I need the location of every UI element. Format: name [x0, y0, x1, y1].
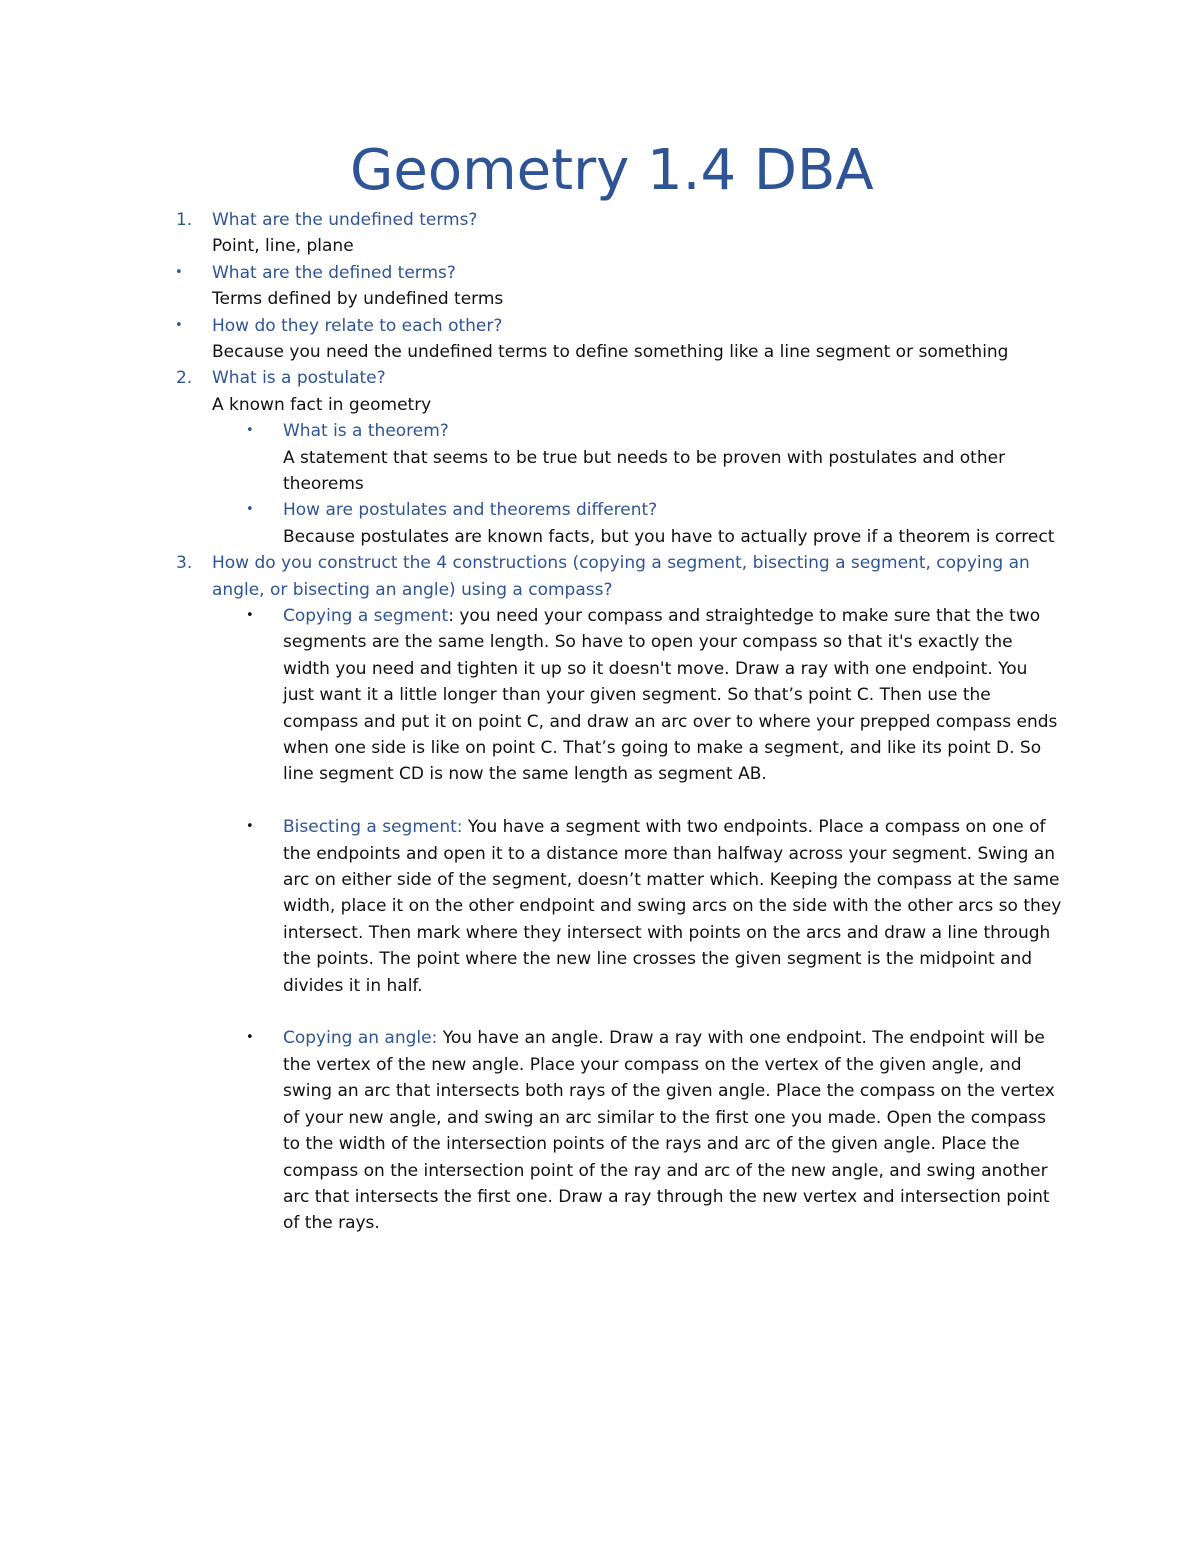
bullet-icon: • [175, 264, 183, 280]
answer-text: Because postulates are known facts, but you have to actually prove if a theorem is correct [283, 526, 1055, 547]
spacer [0, 999, 1200, 1025]
list-item-different [0, 497, 1200, 523]
question-text: How do they relate to each other? [212, 315, 503, 336]
answer-text: A known fact in geometry [212, 394, 432, 415]
construction-label: Bisecting a segment: [283, 817, 463, 838]
construction-paragraph [283, 1025, 1063, 1236]
bullet-icon: • [246, 423, 254, 439]
question-text: What is a theorem? [283, 421, 449, 442]
bullet-icon: • [175, 317, 183, 333]
question-text: What are the undefined terms? [212, 210, 478, 230]
list-number: 2. [176, 368, 193, 389]
construction-label: Copying an angle: [283, 1028, 438, 1049]
bullet-icon: • [246, 608, 254, 623]
list-number: 3. [176, 553, 193, 574]
list-item-relate [0, 313, 1200, 339]
question-text: What are the defined terms? [212, 262, 456, 283]
question-text: How do you construct the 4 constructions (copying a segment, bisecting a segment, copying an angle, or bisecting an angle) using a compass? [212, 553, 1030, 600]
question-text: How are postulates and theorems different? [283, 500, 658, 521]
construction-label: Copying a segment [283, 606, 449, 626]
answer-text: Because you need the undefined terms to define something like a line segment or something [212, 341, 1009, 362]
question-text: What is a postulate? [212, 368, 386, 389]
construction-paragraph [283, 603, 1063, 788]
answer-text: A statement that seems to be true but needs to be proven with postulates and other theorems [283, 447, 1006, 494]
construction-copy-segment [0, 603, 1200, 788]
construction-paragraph [283, 814, 1063, 999]
list-number: 1. [176, 210, 193, 230]
document-body [0, 207, 1200, 1237]
answer-text: Terms defined by undefined terms [212, 289, 504, 310]
construction-text: You have an angle. Draw a ray with one endpoint. The endpoint will be the vertex of the new angle. Place your compass on the vertex of the given angle, and swing an arc that intersects both rays of the given angle. Place the compass on the vertex of your new angle, and swing an arc similar to the first one you made. Open the compass to the width of the intersection points of the rays and arc of the given angle. Place the compass on the intersection point of the ray and arc of the new angle, and swing another arc that intersects the first one. Draw a ray through the new vertex and intersection point of the rays. [283, 1028, 1055, 1234]
bullet-icon: • [246, 502, 254, 518]
spacer [0, 788, 1200, 814]
list-item-q1 [0, 207, 1200, 233]
construction-text: You have a segment with two endpoints. Place a compass on one of the endpoints and open it to a distance more than halfway across your segment. Swing an arc on either side of the segment, doesn’t matter which. Keeping the compass at the same width, place it on the other endpoint and swing arcs on the side with the other arcs so they intersect. Then mark where they intersect with points on the arcs and draw a line through the points. The point where the new line crosses the given segment is the midpoint and divides it in half. [283, 817, 1062, 996]
page-title: Geometry 1.4 DBA [350, 138, 874, 203]
construction-text: : you need your compass and straightedge to make sure that the two segments are the same length. So have to open your compass so that it's exactly the width you need and tighten it up so it doesn't move. Draw a ray with one endpoint. You just want it a little longer than your given segment. So that’s point C. Then use the compass and put it on point C, and draw an arc over to where your prepped compass ends when one side is like on point C. That’s going to make a segment, and like its point D. So line segment CD is now the same length as segment AB. [283, 606, 1058, 785]
construction-bisect-segment [0, 814, 1200, 999]
list-item-theorem [0, 418, 1200, 444]
list-item-q2 [0, 365, 1200, 391]
construction-copy-angle [0, 1025, 1200, 1236]
list-item-q3 [0, 550, 1200, 603]
bullet-icon: • [246, 819, 254, 835]
bullet-icon: • [246, 1030, 254, 1046]
answer-text: Point, line, plane [212, 236, 354, 257]
list-item-defined-terms [0, 260, 1200, 286]
